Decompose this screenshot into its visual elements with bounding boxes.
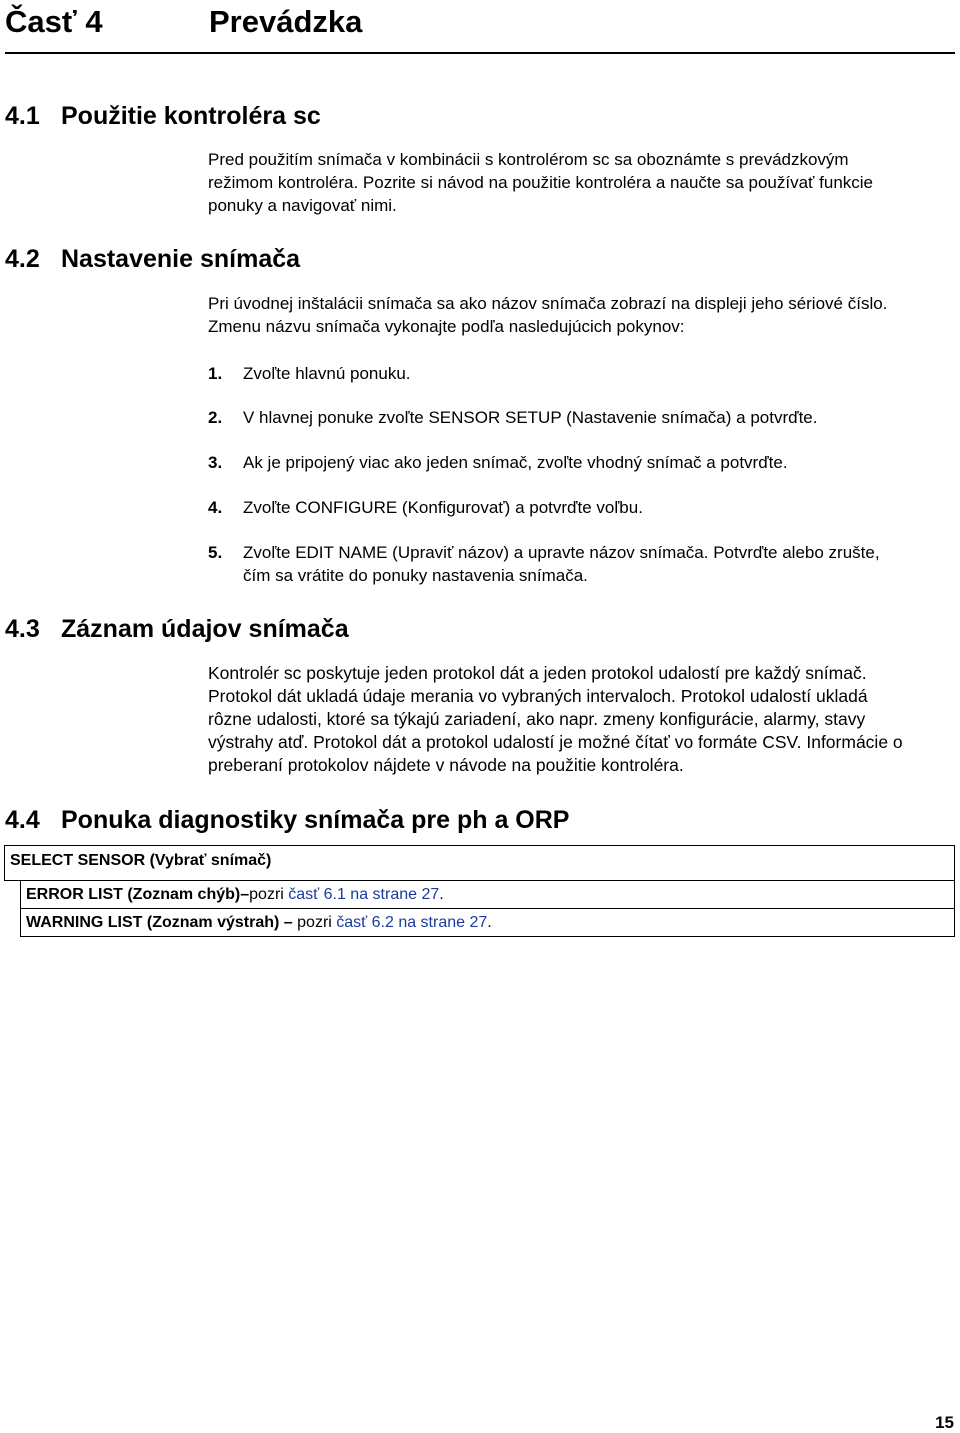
step-number: 3. — [208, 453, 223, 472]
step-number: 2. — [208, 408, 223, 427]
page-number: 15 — [935, 1413, 954, 1432]
step-item — [208, 451, 948, 474]
chapter-number: Časť 4 — [5, 4, 103, 39]
menu-item-text: pozri — [292, 914, 337, 931]
step-item — [208, 362, 948, 385]
chapter-header — [5, 2, 955, 54]
menu-item-text: pozri — [249, 886, 289, 903]
paragraph-line: Pred použitím snímača v kombinácii s kontrolérom sc sa oboznámte s prevádzkovým — [208, 150, 849, 169]
paragraph-line: ponuky a navigovať nimi. — [208, 196, 397, 215]
section-number: 4.1 — [5, 102, 40, 130]
step-number: 4. — [208, 498, 223, 517]
menu-root-label: SELECT SENSOR (Vybrať snímač) — [10, 852, 272, 869]
section-heading-4-2 — [5, 245, 300, 274]
section-title: Použitie kontroléra sc — [61, 102, 321, 130]
paragraph-line: Zmenu názvu snímača vykonajte podľa nasledujúcich pokynov: — [208, 317, 685, 336]
menu-item-dash: – — [240, 886, 250, 903]
paragraph-line: režimom kontroléra. Pozrite si návod na použitie kontroléra a naučte sa používať funkcie — [208, 173, 874, 192]
paragraph-line: preberaní protokolov nájdete v návode na použitie kontroléra. — [208, 755, 684, 775]
step-item — [208, 541, 953, 587]
section-4-1-paragraph — [208, 148, 873, 217]
section-number: 4.3 — [5, 615, 40, 643]
paragraph-line: Pri úvodnej inštalácii snímača sa ako názov snímača zobrazí na displeji jeho sériové číslo. — [208, 294, 888, 313]
section-heading-4-3 — [5, 615, 349, 644]
section-title: Nastavenie snímača — [61, 245, 301, 273]
section-4-3-paragraph — [208, 662, 903, 777]
paragraph-line: Protokol dát ukladá údaje merania vo vybraných intervaloch. Protokol udalostí ukladá — [208, 686, 868, 706]
section-number: 4.4 — [5, 806, 40, 834]
section-title: Ponuka diagnostiky snímača pre ph a ORP — [61, 806, 570, 834]
chapter-title: Prevádzka — [209, 4, 363, 39]
step-text: čím sa vrátite do ponuky nastavenia snímača. — [243, 566, 588, 585]
section-heading-4-1 — [5, 102, 321, 131]
cross-reference-link[interactable]: časť 6.1 na strane 27 — [288, 886, 440, 903]
paragraph-line: Kontrolér sc poskytuje jeden protokol dát a jeden protokol udalostí pre každý snímač. — [208, 663, 867, 683]
step-text: Zvoľte CONFIGURE (Konfigurovať) a potvrďte voľbu. — [243, 498, 643, 517]
section-4-2-paragraph — [208, 292, 887, 338]
menu-tree-root — [4, 845, 955, 881]
menu-tree-row-warning-list — [20, 908, 955, 937]
menu-tree-row-error-list — [20, 880, 955, 909]
step-number: 1. — [208, 364, 223, 383]
menu-item-label: ERROR LIST (Zoznam chýb) — [26, 886, 241, 903]
step-item — [208, 496, 948, 519]
section-title: Záznam údajov snímača — [61, 615, 349, 643]
cross-reference-link[interactable]: časť 6.2 na strane 27 — [336, 914, 488, 931]
step-item — [208, 406, 948, 429]
section-number: 4.2 — [5, 245, 40, 273]
step-text: Ak je pripojený viac ako jeden snímač, zvoľte vhodný snímač a potvrďte. — [243, 453, 788, 472]
menu-item-tail: . — [487, 914, 492, 931]
step-text: Zvoľte hlavnú ponuku. — [243, 364, 411, 383]
step-text: Zvoľte EDIT NAME (Upraviť názov) a upravte názov snímača. Potvrďte alebo zrušte, — [243, 543, 880, 562]
paragraph-line: rôzne udalosti, ktoré sa týkajú zariadení, ako napr. zmeny konfigurácie, alarmy, stavy — [208, 709, 866, 729]
paragraph-line: výstrahy atď. Protokol dát a protokol udalostí je možné čítať vo formáte CSV. Informácie o — [208, 732, 903, 752]
step-text: V hlavnej ponuke zvoľte SENSOR SETUP (Nastavenie snímača) a potvrďte. — [243, 408, 818, 427]
menu-item-label: WARNING LIST (Zoznam výstrah) — [26, 914, 280, 931]
menu-item-dash: – — [279, 914, 293, 931]
section-heading-4-4 — [5, 806, 569, 835]
step-number: 5. — [208, 543, 223, 562]
menu-item-tail: . — [439, 886, 444, 903]
